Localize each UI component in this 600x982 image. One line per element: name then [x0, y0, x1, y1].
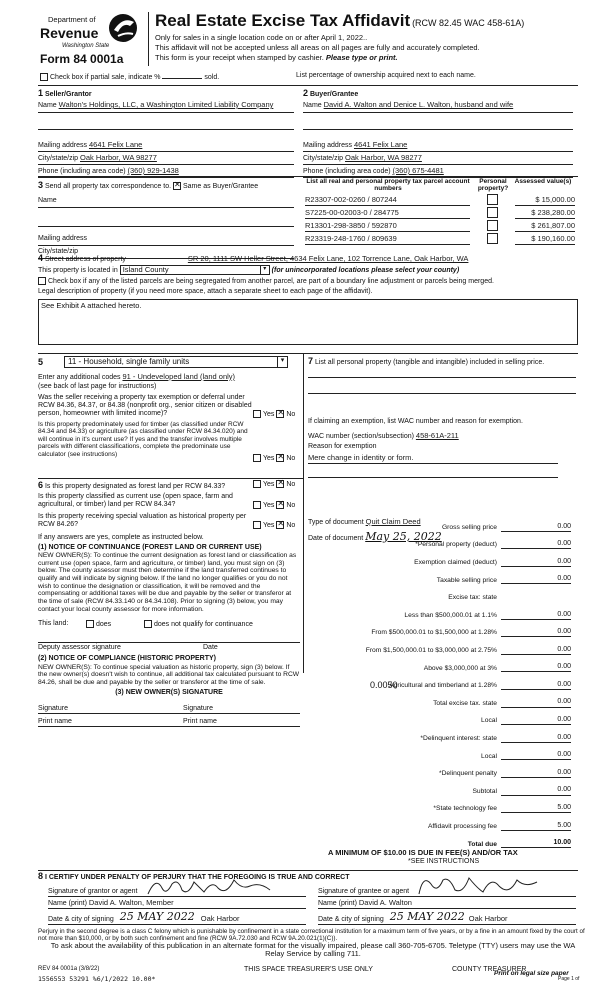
tax-row-label: *Delinquent penalty [439, 770, 497, 778]
location-row [38, 265, 459, 275]
buyer-name-label: Name [303, 102, 322, 110]
s5-number: 5 [38, 356, 44, 367]
tax-row-value[interactable]: 0.00 [501, 540, 571, 549]
buyer-phone-label: Phone (including area code) [303, 168, 391, 176]
legal-description-field[interactable] [38, 299, 578, 345]
tax-row-label: Less than $500,000.01 at 1.1% [404, 611, 497, 619]
no-label: No [286, 454, 296, 462]
s6q3-no-checkbox[interactable] [276, 521, 284, 529]
location-note: (for unincorporated locations please select your county) [271, 266, 460, 274]
tax-row [308, 672, 571, 690]
tax-row-label: Subtotal [472, 787, 497, 795]
personal-property-checkbox[interactable] [487, 233, 498, 244]
wac-label: WAC number (section/subsection) [308, 433, 414, 441]
q2-yes-checkbox[interactable] [253, 454, 261, 462]
no-label: No [286, 501, 296, 509]
tax-row-label: Excise tax: state [448, 594, 497, 602]
tax-row-value[interactable]: 5.00 [501, 822, 571, 831]
buyer-name-field[interactable]: David A. Walton and Denice L. Walton, husband and wife [323, 100, 514, 110]
title-text: Real Estate Excise Tax Affidavit [155, 11, 411, 30]
tax-row-label: Local [481, 752, 497, 760]
parcel-row [303, 196, 578, 206]
owner-print-1[interactable]: Print name [38, 717, 72, 725]
s4-number: 4 [38, 253, 44, 263]
owner-signature-1[interactable]: Signature [38, 704, 68, 712]
tax-row-label: Total due [467, 840, 497, 848]
continuance-body: NEW OWNER(S): To continue the current designation as forest land or classification as current use (open space, farm and agriculture, or timber) land, you must sign on (3) below. The county assessor must then determine if the land transferred continues to qualify and will indicate by signing below. If the land no longer qualifies or you do not wish to continue the designation or classification, it will be removed and the compensating or additional taxes will be due and payable by the seller or transferor at the time of sale (RCW 84.33.140 or 84.34.108). Prior to signing (3) below, you may contact your local county assessor for more information. [38, 551, 297, 613]
street-address-row [38, 253, 578, 264]
parcel-rows [303, 196, 578, 245]
new-owner-signature-title: (3) NEW OWNER(S) SIGNATURE [115, 688, 223, 696]
historic-question: Is this property receiving special valuation as historical property per RCW 84.26? [38, 512, 247, 528]
tax-row [308, 567, 571, 585]
chevron-down-icon: ▾ [277, 357, 287, 367]
grantee-date-label: Date & city of signing [318, 915, 384, 923]
owner-print-2[interactable]: Print name [183, 717, 217, 725]
reason-field[interactable]: Mere change in identity or form. [308, 454, 558, 464]
parcel-row [303, 222, 578, 232]
grantee-sig-label: Signature of grantee or agent [318, 887, 410, 895]
assessed-value-field[interactable]: $ 190,160.00 [515, 235, 575, 245]
yes-label: Yes [263, 501, 275, 509]
street-address-field[interactable]: SR 20, 1111 SW Heller Street, 4634 Felix Lane, 102 Torrence Lane, Oak Harbor, WA [187, 254, 469, 263]
if-yes-note: If any answers are yes, complete as instructed below. [38, 533, 204, 541]
tax-row [308, 514, 571, 532]
dor-emblem-icon [106, 12, 140, 44]
location-label: This property is located in [38, 266, 118, 274]
buyer-section [303, 88, 573, 178]
legal-description-value: See Exhibit A attached hereto. [41, 301, 142, 310]
tax-row [308, 725, 571, 743]
county-treasurer-label: COUNTY TREASURER [452, 966, 527, 973]
segregation-row [38, 277, 583, 286]
s7-number: 7 [308, 356, 314, 366]
ownership-note: List percentage of ownership acquired next to each name. [296, 72, 476, 79]
no-label: No [286, 410, 296, 418]
tax-row-value[interactable]: 0.00 [501, 734, 571, 743]
tax-row [308, 549, 571, 567]
tax-row-value[interactable]: 0.00 [501, 786, 571, 795]
parcel-number-field[interactable]: R23319-248-1760 / 809639 [305, 235, 470, 245]
q2-no-checkbox[interactable] [276, 454, 284, 462]
grantor-signature[interactable] [142, 874, 292, 898]
tax-row-value[interactable]: 0.00 [501, 681, 571, 690]
tax-row-value[interactable]: 0.00 [501, 558, 571, 567]
tax-row-value[interactable]: 10.00 [501, 839, 571, 848]
revenue-label: Revenue [40, 25, 99, 41]
timber-question: Is this property predominately used for timber (as classified under RCW 84.34 and 84.33) or agriculture (as classified under RCW 84.34.020) and will continue in it's current use? If yes and the transfer involves multiple parcels with different classifications, complete the predominate use calculator (see instructions) [38, 420, 248, 458]
personal-property-checkbox[interactable] [487, 207, 498, 218]
seller-mail-label: Mailing address [38, 142, 88, 150]
tax-table [308, 514, 571, 848]
tax-row [308, 760, 571, 778]
s1-number: 1 [38, 88, 44, 98]
not-qualify-checkbox[interactable] [144, 620, 152, 628]
tax-row [308, 778, 571, 796]
does-label: does [96, 620, 112, 628]
grantor-city-field[interactable]: Oak Harbor [200, 914, 240, 924]
form-title [155, 11, 524, 31]
tax-row-value[interactable]: 0.00 [501, 628, 571, 637]
yes-label: Yes [263, 521, 275, 529]
tax-row [308, 602, 571, 620]
same-as-buyer-label: Same as Buyer/Grantee [183, 183, 259, 190]
tax-row-value[interactable]: 0.00 [501, 575, 571, 584]
state-label: Washington State [62, 43, 110, 49]
doc-type-label: Type of document [308, 518, 364, 526]
county-value: Island County [122, 265, 169, 274]
q1-yes-checkbox[interactable] [253, 410, 261, 418]
compliance-title: (2) NOTICE OF COMPLIANCE (HISTORIC PROPERTY) [38, 655, 216, 663]
this-land-label: This land: [38, 619, 69, 627]
parcel-header: List all real and personal property tax parcel account numbers [306, 178, 470, 193]
tax-row-label: From $500,000.01 to $1,500,000 at 1.28% [371, 629, 497, 637]
not-qualify-label: does not qualify for continuance [154, 620, 253, 628]
minimum-note: A MINIMUM OF $10.00 IS DUE IN FEE(S) AND/OR TAX [328, 848, 518, 857]
addl-codes-label: Enter any additional codes [38, 374, 121, 381]
s3-number: 3 [38, 180, 44, 190]
yes-label: Yes [263, 480, 275, 488]
no-label: No [286, 480, 296, 488]
see-instructions: (see back of last page for instructions) [38, 383, 157, 391]
doc-type-field[interactable]: Quit Claim Deed [365, 516, 421, 526]
seller-section [38, 88, 294, 178]
s6q3-yes-checkbox[interactable] [253, 521, 261, 529]
seller-phone-field[interactable]: (360) 929-1438 [127, 166, 179, 176]
header-note-3 [155, 54, 398, 63]
certify-label: I CERTIFY UNDER PENALTY OF PERJURY THAT THE FOREGOING IS TRUE AND CORRECT [44, 874, 350, 881]
land-use-value: 11 - Household, single family units [68, 357, 190, 366]
tax-row [308, 831, 571, 849]
header-note-1: Only for sales in a single location code on or after April 1, 2022.. [155, 33, 368, 42]
tax-row [308, 637, 571, 655]
s6q2-yes-checkbox[interactable] [253, 501, 261, 509]
compliance-body: NEW OWNER(S): To continue special valuation as historic property, sign (3) below. If the new owner(s) doesn't wish to continue, all additional tax calculated pursuant to RCW 84.26, shall be due and payable by the seller or transferor at the time of sale. [38, 663, 300, 686]
tax-row [308, 690, 571, 708]
yes-label: Yes [263, 454, 275, 462]
tax-row-label: From $1,500,000.01 to $3,000,000 at 2.75% [365, 647, 497, 655]
same-as-buyer-checkbox[interactable] [173, 182, 181, 190]
seller-mail-field[interactable]: 4641 Felix Lane [88, 140, 143, 150]
legal-description-label: Legal description of property (if you need more space, attach a separate sheet to each page of the affidavit). [38, 288, 373, 295]
parcel-table [303, 178, 578, 245]
does-checkbox[interactable] [86, 620, 94, 628]
grantor-name-label: Name (print) [48, 900, 87, 907]
grantor-sig-label: Signature of grantor or agent [48, 887, 138, 895]
legal-paper-note: Print on legal size paper [494, 970, 569, 977]
partial-sale-row [40, 73, 219, 82]
forest-section [38, 480, 300, 727]
tax-row-value[interactable]: 5.00 [501, 804, 571, 813]
forest-question: Is this property designated as forest land per RCW 84.33? [44, 483, 226, 490]
tax-row-value[interactable]: 0.00 [501, 698, 571, 707]
header-note-2: This affidavit will not be accepted unless all areas on all pages are fully and accurately completed. [155, 43, 480, 52]
tax-row-label: Affidavit processing fee [427, 822, 497, 830]
current-use-question: Is this property classified as current use (open space, farm and agricultural, or timber) land per RCW 84.34? [38, 493, 233, 509]
personal-header: Personal property? [477, 178, 509, 193]
s3-label: Send all property tax correspondence to. [44, 183, 172, 190]
revision-label: REV 84 0001a (3/8/22) [38, 966, 100, 972]
buyer-city-label: City/state/zip [303, 155, 344, 163]
continuance-title: (1) NOTICE OF CONTINUANCE (FOREST LAND OR CURRENT USE) [38, 543, 262, 551]
seller-phone-label: Phone (including area code) [38, 168, 126, 176]
grantee-signature[interactable] [413, 872, 543, 898]
s1-title: Seller/Grantor [44, 91, 92, 98]
s8-number: 8 [38, 871, 44, 881]
tax-row [308, 743, 571, 761]
tax-row-label: *Delinquent interest: state [420, 735, 497, 743]
assessed-header: Assessed value(s) [514, 178, 572, 185]
s3-mail-label: Mailing address [38, 235, 88, 243]
tax-row-value[interactable]: 0.00 [501, 663, 571, 672]
correspondence-section [38, 180, 294, 259]
partial-label: Check box if partial sale, indicate % [50, 73, 161, 81]
form-number: Form 84 0001a [40, 52, 124, 66]
parcel-number-field[interactable]: R13301-298-3850 / 592870 [305, 222, 470, 232]
s6q2-no-checkbox[interactable] [276, 501, 284, 509]
segregation-checkbox[interactable] [38, 277, 46, 285]
grantee-signature-block [318, 883, 576, 925]
street-label: Street address of property [44, 256, 126, 263]
personal-property-checkbox[interactable] [487, 194, 498, 205]
grantor-date-field[interactable]: 25 MAY 2022 [119, 910, 195, 924]
tax-row-label: Exemption claimed (deduct) [414, 559, 497, 567]
owner-signature-2[interactable]: Signature [183, 704, 213, 712]
buyer-phone-field[interactable]: (360) 675-4481 [392, 166, 444, 176]
exemption-question: Was the seller receiving a property tax exemption or deferral under RCW 84.36, 84.37, or 84.38 (nonprofit org., senior citizen or disabled person, homeowner with limited income)? [38, 394, 252, 418]
tax-row-label: *Personal property (deduct) [415, 541, 497, 549]
s6-number: 6 [38, 480, 44, 490]
doc-date-field[interactable]: May 25, 2022 [365, 529, 442, 543]
grantee-date-field[interactable]: 25 MAY 2022 [389, 910, 465, 924]
s6q1-yes-checkbox[interactable] [253, 480, 261, 488]
s2-title: Buyer/Grantee [309, 91, 359, 98]
segregation-label: Check box if any of the listed parcels are being segregated from another parcel, are part of a boundary line adjustment or parcels being merged. [48, 277, 494, 285]
reason-label: Reason for exemption [308, 443, 377, 451]
tax-row-value[interactable]: 0.00 [501, 523, 571, 532]
partial-sale-checkbox[interactable] [40, 73, 48, 81]
seller-name-field[interactable]: Walton's Holdings, LLC, a Washington Limited Liability Company [58, 100, 274, 110]
buyer-mail-label: Mailing address [303, 142, 353, 150]
dept-label: Department of [48, 15, 96, 24]
addl-codes-field[interactable]: 91 - Undeveloped land (land only) [122, 372, 236, 381]
tax-row [308, 655, 571, 673]
assessed-value-field[interactable]: $ 238,280.00 [515, 209, 575, 219]
land-use-section [38, 356, 298, 463]
chevron-down-icon: ▾ [260, 266, 269, 274]
tax-row-label: Total excise tax. state [433, 699, 497, 707]
deputy-date-label: Date [203, 644, 218, 652]
grantee-name-label: Name (print) [318, 900, 357, 907]
seller-city-label: City/state/zip [38, 155, 79, 163]
tax-row-value[interactable]: 0.00 [501, 716, 571, 725]
tax-row-value[interactable]: 0.00 [501, 751, 571, 760]
title-rcw: (RCW 82.45 WAC 458-61A) [412, 18, 525, 28]
parcel-row [303, 209, 578, 219]
tax-row-label: Above $3,000,000 at 3% [423, 664, 497, 672]
assessed-value-field[interactable]: $ 15,000.00 [515, 196, 575, 206]
wac-field[interactable]: 458-61A-211 [415, 431, 459, 441]
see-instructions-note: *SEE INSTRUCTIONS [408, 858, 480, 865]
grantor-date-label: Date & city of signing [48, 915, 114, 923]
doc-date-label: Date of document [308, 534, 364, 542]
s7-label: List all personal property (tangible and intangible) included in selling price. [314, 359, 545, 366]
no-label: No [286, 521, 296, 529]
dor-logo [38, 10, 148, 68]
tax-row [308, 796, 571, 814]
tax-row [308, 813, 571, 831]
parcel-number-field[interactable]: S7225-00-02003-0 / 284775 [305, 209, 470, 219]
yes-label: Yes [263, 410, 275, 418]
page-number: Page 1 of [558, 976, 580, 982]
partial-sold-label: sold. [204, 73, 220, 81]
tax-row-value[interactable]: 0.00 [501, 769, 571, 778]
perjury-note: Perjury in the second degree is a class C felony which is punishable by confinement in a state correctional institution for a maximum term of five years, or by a fine in an amount fixed by the court of not more than $10,000, or by both such confinement and fine (RCW 9A.72.030 and RCW 9A.20.021(1)(C)). [38, 928, 585, 943]
buyer-city-field[interactable]: Oak Harbor, WA 98277 [345, 153, 422, 163]
parcel-row [303, 235, 578, 245]
grantor-signature-block [48, 883, 306, 925]
tax-row-label: *State technology fee [433, 805, 497, 813]
accessibility-note: To ask about the availability of this publication in an alternate format for the visually impaired, please call 360-705-6705. Teletype (TTY) users may use the WA Relay Service by calling 711. [50, 941, 576, 959]
grantee-city-field[interactable]: Oak Harbor [468, 914, 508, 924]
tax-row-label: Gross selling price [441, 523, 497, 531]
county-select[interactable] [120, 265, 270, 275]
q1-no-checkbox[interactable] [276, 410, 284, 418]
assessed-value-field[interactable]: $ 261,807.00 [515, 222, 575, 232]
type-note: Please type or print. [325, 53, 398, 62]
grantor-name-field[interactable]: David A. Walton, Member [88, 898, 174, 907]
tax-row [308, 708, 571, 726]
tax-row [308, 584, 571, 602]
tax-row [308, 529, 571, 550]
seller-name-label: Name [38, 102, 57, 110]
tax-row-label: Taxable selling price [436, 576, 497, 584]
s3-name-label: Name [38, 197, 57, 205]
buyer-mail-field[interactable]: 4641 Felix Lane [353, 140, 408, 150]
local-rate: 0.0050 [370, 680, 398, 690]
seller-city-field[interactable]: Oak Harbor, WA 98277 [80, 153, 157, 163]
parcel-number-field[interactable]: R23307-002-0260 / 807244 [305, 196, 470, 206]
tax-row [308, 620, 571, 638]
tax-row-label: Agricultural and timberland at 1.28% [389, 682, 497, 690]
tax-row-value[interactable]: 0.00 [501, 611, 571, 620]
personal-property-checkbox[interactable] [487, 220, 498, 231]
treasurer-label: THIS SPACE TREASURER'S USE ONLY [244, 966, 373, 973]
recording-stamp: 1556553 53291 %6/1/2022 10.00* [38, 975, 156, 982]
grantee-name-field[interactable]: David A. Walton [358, 898, 412, 907]
s3-city-label: City/state/zip [38, 248, 79, 256]
tax-row-value[interactable]: 0.00 [501, 646, 571, 655]
tax-row-label: Local [481, 717, 497, 725]
s6q1-no-checkbox[interactable] [276, 480, 284, 488]
receipt-note: This form is your receipt when stamped by cashier. [155, 53, 324, 62]
land-use-select[interactable] [64, 356, 288, 368]
exemption-note: If claiming an exemption, list WAC number and reason for exemption. [308, 418, 523, 426]
deputy-signature-label: Deputy assessor signature [38, 644, 121, 652]
s2-number: 2 [303, 88, 309, 98]
